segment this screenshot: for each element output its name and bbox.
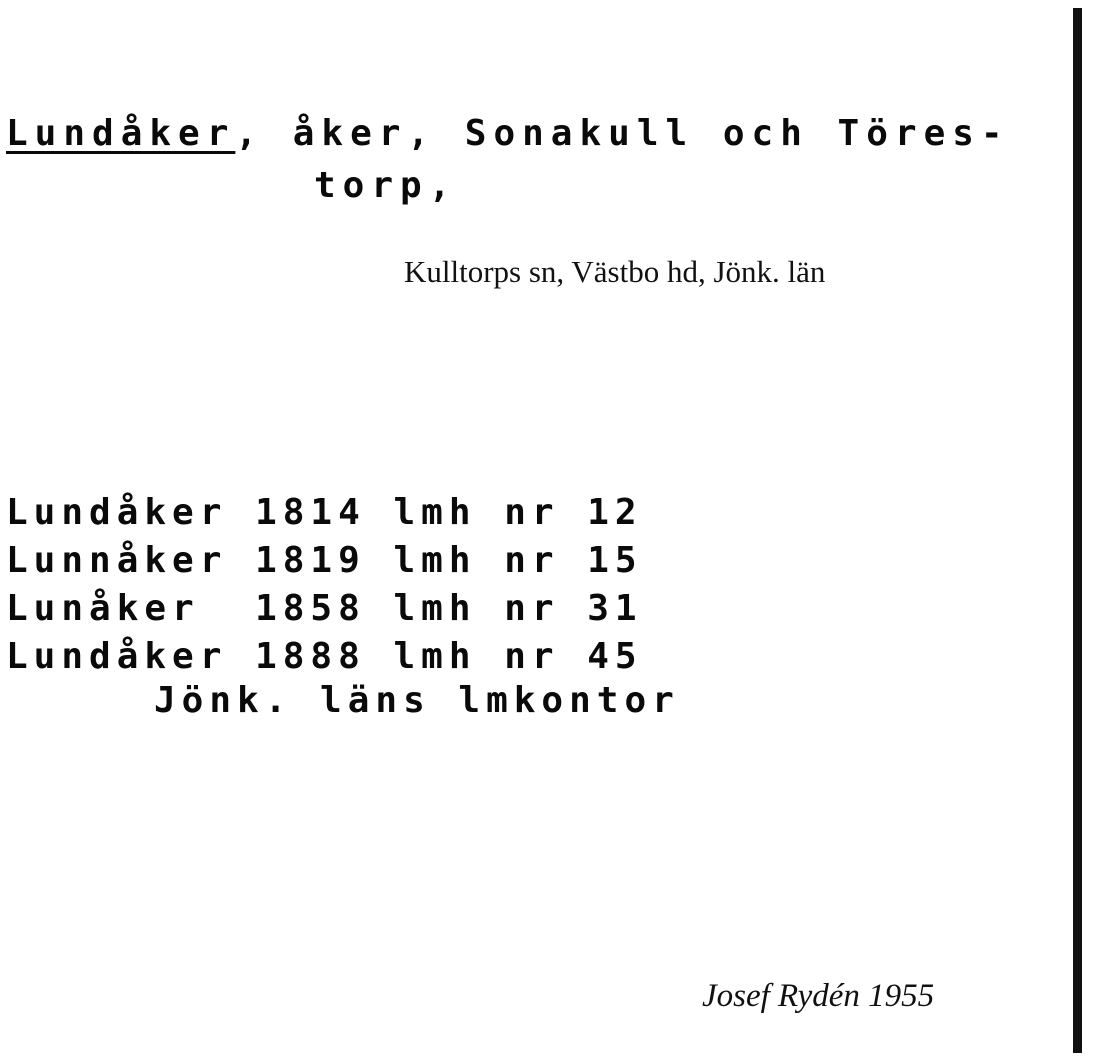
record-list (6, 489, 643, 681)
record-number: 15 (587, 540, 643, 581)
record-nr-label: nr (504, 636, 560, 677)
record-name: Lunåker (6, 588, 200, 629)
record-nr-label: nr (504, 588, 560, 629)
place-name-heading: Lundåker (6, 113, 236, 154)
record-source: lmh (393, 540, 477, 581)
record-source: lmh (393, 588, 477, 629)
card-edge-border (1073, 8, 1082, 1053)
record-year: 1858 (255, 588, 366, 629)
record-name: Lundåker (6, 636, 228, 677)
heading-rest: , åker, Sonakull och Töres- (235, 113, 1010, 154)
record-source: lmh (393, 636, 477, 677)
record-line (6, 633, 643, 681)
record-nr-label: nr (504, 540, 560, 581)
record-line (6, 537, 643, 585)
record-number: 45 (587, 636, 643, 677)
parish-line: Kulltorps sn, Västbo hd, Jönk. län (404, 254, 826, 289)
record-number: 12 (587, 492, 643, 533)
record-nr-label: nr (504, 492, 560, 533)
record-line (6, 489, 643, 537)
office-line: Jönk. läns lmkontor (154, 680, 680, 721)
heading-line (6, 113, 1010, 154)
record-line (6, 585, 643, 633)
record-year: 1819 (255, 540, 366, 581)
record-source: lmh (393, 492, 477, 533)
record-number: 31 (587, 588, 643, 629)
signature: Josef Rydén 1955 (702, 978, 935, 1014)
record-name: Lundåker (6, 492, 228, 533)
record-year: 1888 (255, 636, 366, 677)
record-name: Lunnåker (6, 540, 228, 581)
heading-continuation: torp, (314, 165, 458, 206)
record-year: 1814 (255, 492, 366, 533)
